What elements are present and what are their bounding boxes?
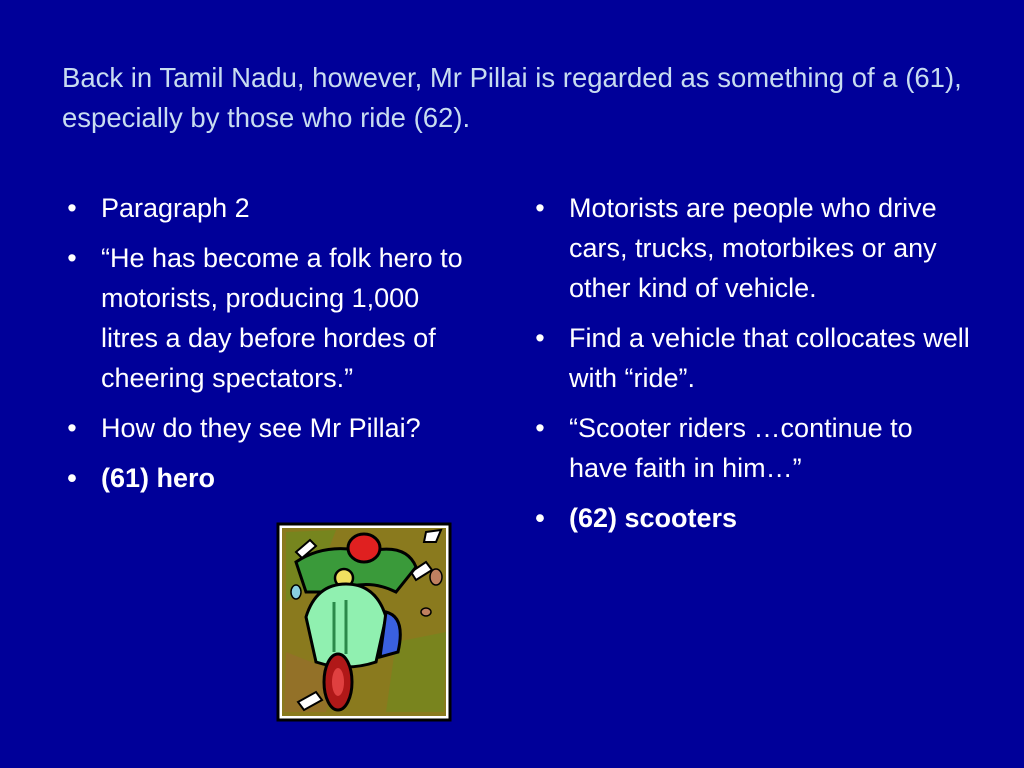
list-item: [62, 238, 522, 398]
list-item: [530, 498, 980, 538]
bullet-text: Find a vehicle that collocates well with “ride”.: [569, 323, 970, 393]
bullet-icon: •: [535, 413, 545, 443]
answer-62: (62) scooters: [569, 503, 738, 533]
bullet-icon: •: [67, 413, 77, 443]
bullet-text: How do they see Mr Pillai?: [101, 413, 421, 443]
list-item: [530, 408, 980, 488]
list-item: [62, 408, 522, 448]
bullet-icon: •: [535, 193, 545, 223]
slide-title: Back in Tamil Nadu, however, Mr Pillai is regarded as something of a (61), especially by those who ride (62).: [62, 62, 962, 133]
bullet-icon: •: [67, 463, 77, 493]
bullet-text: “He has become a folk hero to motorists, producing 1,000 litres a day before hordes of cheering spectators.”: [101, 243, 463, 393]
answer-61: (61) hero: [101, 463, 216, 493]
bullet-text: “Scooter riders …continue to have faith in him…”: [569, 413, 913, 483]
bullet-icon: •: [535, 323, 545, 353]
list-item: [62, 188, 522, 228]
left-bullet-list: [62, 188, 522, 508]
bullet-icon: •: [67, 243, 77, 273]
list-item: [62, 458, 522, 498]
right-bullet-list: [530, 188, 980, 548]
bullet-text: Paragraph 2: [101, 193, 250, 223]
bullet-text: Motorists are people who drive cars, trucks, motorbikes or any other kind of vehicle.: [569, 193, 937, 303]
scooter-rider-icon: [276, 522, 452, 722]
list-item: [530, 318, 980, 398]
bullet-icon: •: [67, 193, 77, 223]
bullet-icon: •: [535, 503, 545, 533]
list-item: [530, 188, 980, 308]
